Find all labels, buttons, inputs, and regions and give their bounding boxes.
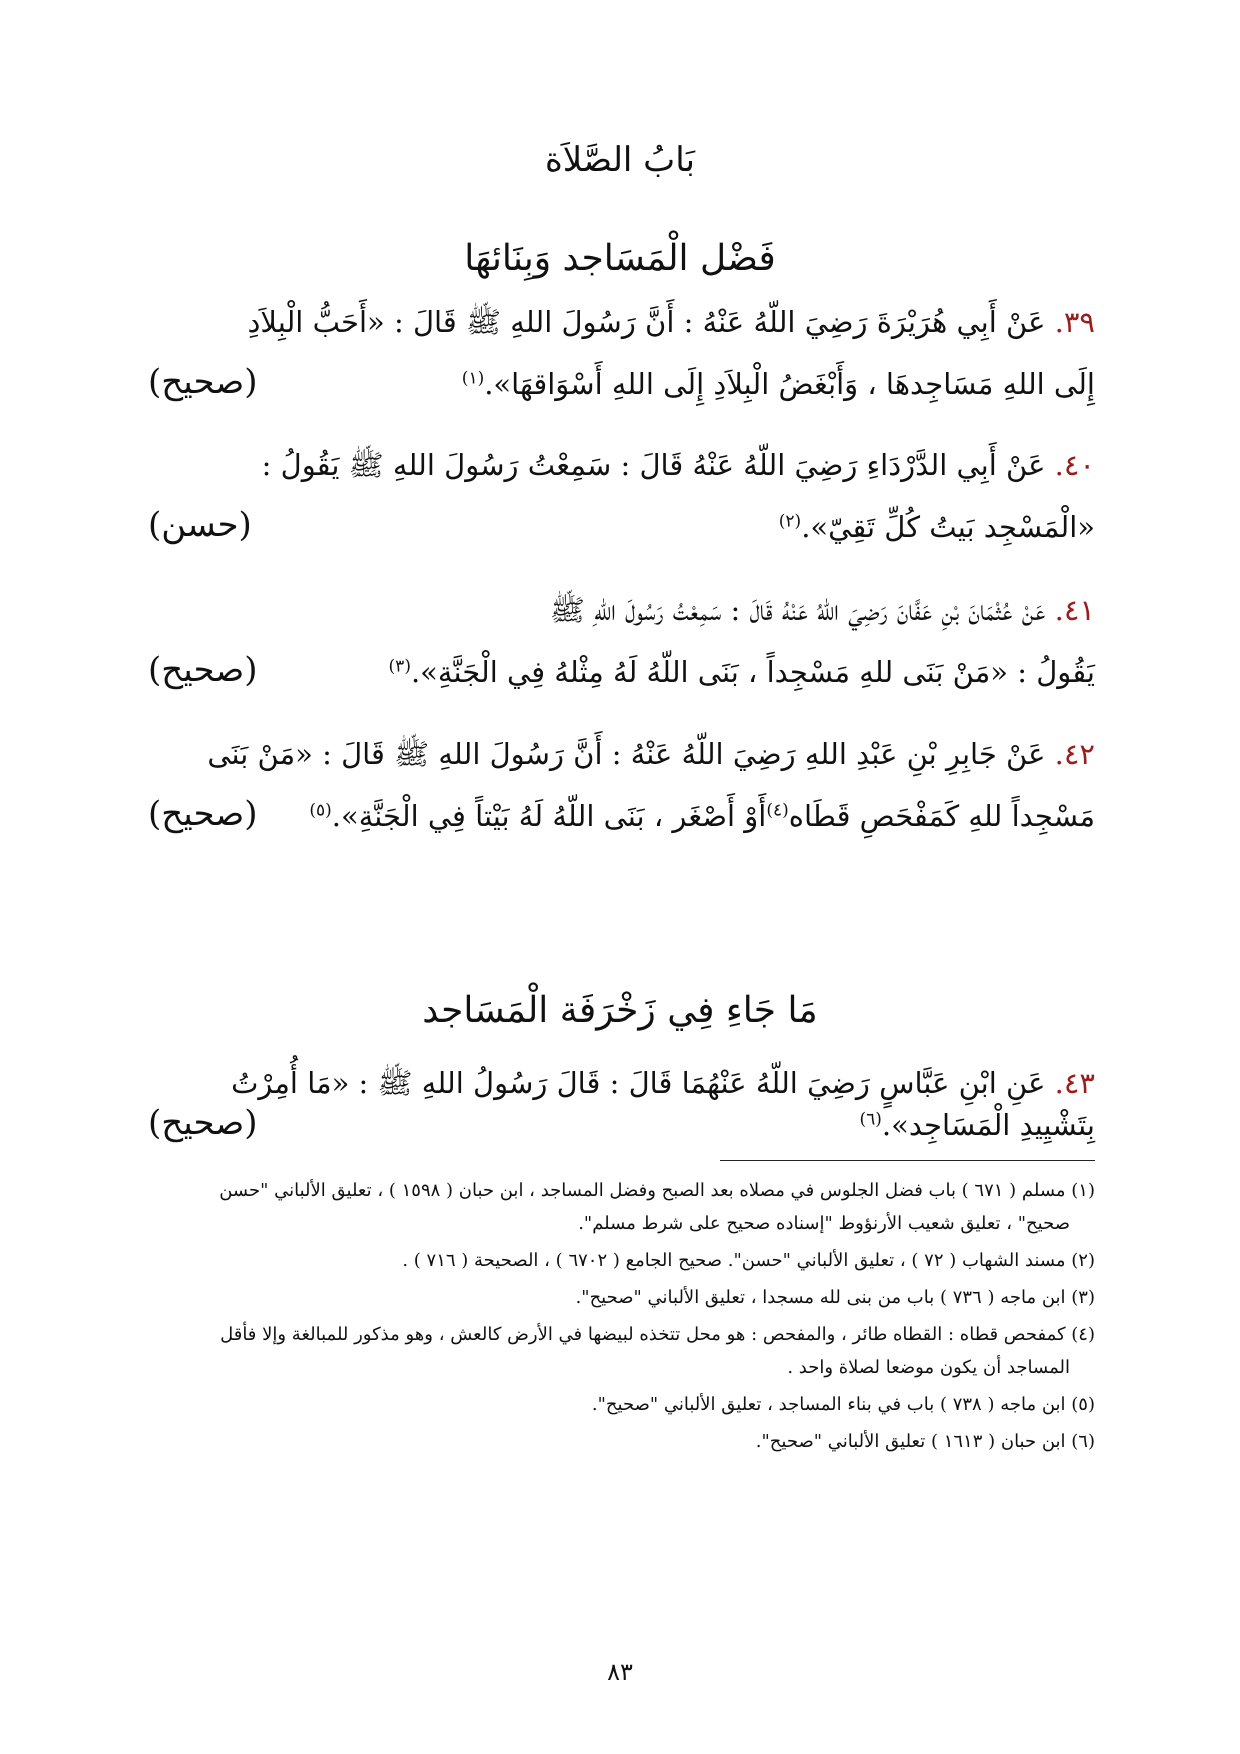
footnote-6: (٦) ابن حبان ( ١٦١٣ ) تعليق الألباني "صحيح". xyxy=(755,1431,1095,1452)
footnote-ref: (٦) xyxy=(859,1109,882,1130)
footnote-1: (١) مسلم ( ٦٧١ ) باب فضل الجلوس في مصلاه بعد الصبح وفضل المساجد ، ابن حبان ( ١٥٩٨ ) ، تعليق الألباني "حسن xyxy=(219,1180,1095,1201)
hadith-number: ٤٠. xyxy=(1054,448,1095,482)
hadith-43-line2 xyxy=(859,1108,1095,1142)
section-title-decoration: مَا جَاءِ فِي زَخْرَفَة الْمَسَاجد xyxy=(422,990,818,1031)
page-number: ٨٣ xyxy=(607,1658,633,1686)
hadith-text: عَنِ ابْنِ عَبَّاسٍ رَضِيَ اللّهُ عَنْهُمَا قَالَ : قَالَ رَسُولُ اللهِ ﷺ : «مَا أُمِرْتُ xyxy=(231,1066,1046,1100)
hadith-number: ٣٩. xyxy=(1054,305,1095,339)
hadith-41-grade: (صحيح) xyxy=(148,650,258,690)
footnote-ref: (٥) xyxy=(309,800,332,821)
footnote-5: (٥) ابن ماجه ( ٧٣٨ ) باب في بناء المساجد ، تعليق الألباني "صحيح". xyxy=(591,1394,1095,1415)
hadith-text: إِلَى اللهِ مَسَاجِدهَا ، وَأَبْغَضُ الْبِلاَدِ إِلَى اللهِ أَسْوَاقهَا». xyxy=(484,367,1095,401)
hadith-text: «الْمَسْجِد بَيتُ كُلِّ تَقِيّ». xyxy=(801,510,1095,544)
footnote-1-cont: صحيح" ، تعليق شعيب الأرنؤوط "إسناده صحيح على شرط مسلم". xyxy=(578,1213,1070,1234)
hadith-42-line1 xyxy=(207,737,1095,779)
hadith-42-grade: (صحيح) xyxy=(148,794,258,834)
footnote-divider xyxy=(720,1160,1095,1161)
hadith-40-grade: (حسن) xyxy=(148,505,252,545)
footnote-ref: (٢) xyxy=(778,511,802,532)
hadith-41-line1 xyxy=(550,593,1095,635)
hadith-number: ٤١. xyxy=(1054,593,1095,627)
hadith-text: عَنْ أَبِي الدَّرْدَاءِ رَضِيَ اللّهُ عَنْهُ قَالَ : سَمِعْتُ رَسُولَ اللهِ ﷺ يَقُولُ : xyxy=(261,448,1046,482)
hadith-text: مَسْجِداً للهِ كَمَفْحَصِ قَطَاه xyxy=(788,799,1095,833)
section-title-mosques-virtue: فَضْل الْمَسَاجد وَبِنَائهَا xyxy=(464,238,776,279)
hadith-39-grade: (صحيح) xyxy=(148,362,258,402)
hadith-text: عَنْ عُثْمَانَ بْنِ عَفَّانَ رَضِيَ اللّهُ عَنْهُ قَالَ : سَمِعْتُ رَسُولَ اللهِ ﷺ xyxy=(549,593,1046,627)
hadith-41-line2 xyxy=(389,655,1095,689)
footnote-4-cont: المساجد أن يكون موضعا لصلاة واحد . xyxy=(787,1357,1070,1378)
hadith-text: أَوْ أَصْغَر ، بَنَى اللّهُ لَهُ بَيْتاً فِي الْجَنَّةِ». xyxy=(331,799,767,833)
hadith-39-line2 xyxy=(462,367,1095,401)
hadith-text: عَنْ جَابِرِ بْنِ عَبْدِ اللهِ رَضِيَ اللّهُ عَنْهُ : أَنَّ رَسُولَ اللهِ ﷺ قَالَ : «مَنْ بَنَى xyxy=(207,737,1046,771)
hadith-43-grade: (صحيح) xyxy=(148,1103,258,1143)
footnote-2: (٢) مسند الشهاب ( ٧٢ ) ، تعليق الألباني "حسن". صحيح الجامع ( ٦٧٠٢ ) ، الصحيحة ( ٧١٦ ) . xyxy=(402,1250,1095,1271)
chapter-title: بَابُ الصَّلاَة xyxy=(544,140,696,180)
hadith-43-line1 xyxy=(231,1066,1095,1108)
hadith-40-line1 xyxy=(262,448,1095,490)
hadith-number: ٤٣. xyxy=(1054,1066,1095,1100)
footnote-ref: (٤) xyxy=(766,800,789,821)
hadith-text: بِتَشْيِيدِ الْمَسَاجِد». xyxy=(881,1108,1095,1142)
hadith-text: عَنْ أَبِي هُرَيْرَةَ رَضِيَ اللّهُ عَنْهُ : أَنَّ رَسُولَ اللهِ ﷺ قَالَ : «أَحَبُّ الْبِلاَدِ xyxy=(247,305,1046,339)
hadith-42-line2 xyxy=(309,799,1095,833)
hadith-number: ٤٢. xyxy=(1054,737,1095,771)
footnote-ref: (١) xyxy=(461,368,485,389)
hadith-text: يَقُولُ : «مَنْ بَنَى للهِ مَسْجِداً ، بَنَى اللّهُ لَهُ مِثْلهُ فِي الْجَنَّةِ». xyxy=(410,655,1095,689)
footnote-4: (٤) كمفحص قطاه : القطاه طائر ، والمفحص : هو محل تتخذه لبيضها في الأرض كالعش ، وهو مذكور للمبالغة وإلا فأقل xyxy=(220,1324,1095,1345)
footnote-3: (٣) ابن ماجه ( ٧٣٦ ) باب من بنى لله مسجدا ، تعليق الألباني "صحيح". xyxy=(575,1287,1095,1308)
hadith-39-line1 xyxy=(248,305,1096,347)
hadith-40-line2 xyxy=(779,510,1095,544)
footnote-ref: (٣) xyxy=(388,656,411,677)
